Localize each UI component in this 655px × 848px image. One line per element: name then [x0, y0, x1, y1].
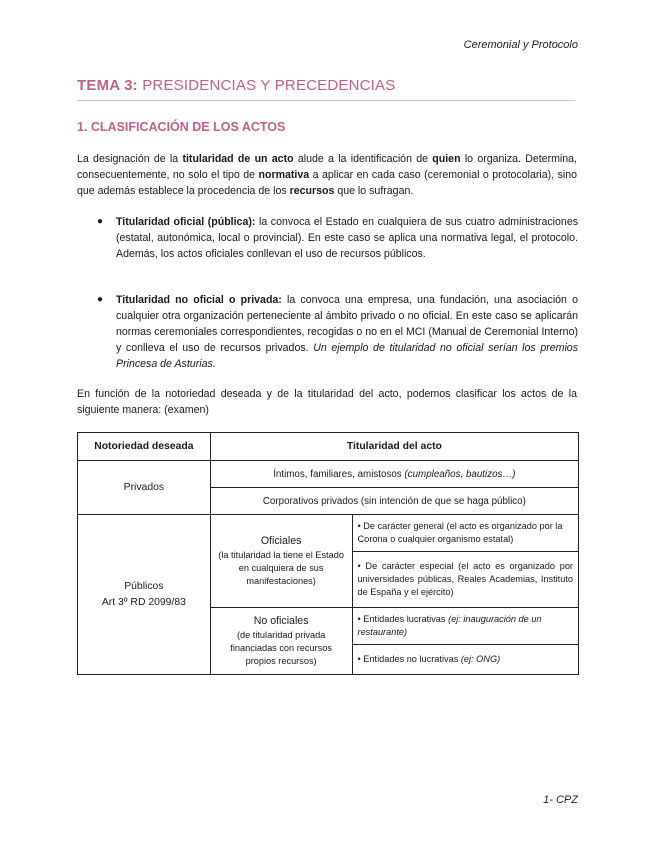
text: Íntimos, familiares, amistosos [273, 468, 405, 480]
bullet-text: la convoca el Estado en cualquiera de sus cuatro administraciones (estatal, autonómica, local o provincial). En este caso se aplica una normativa legal, el protocolo. Además, los actos oficiales conllevan el uso de recursos públicos. [116, 216, 579, 260]
example: (ej: inauguración de un restaurante) [357, 614, 542, 637]
classification-table [77, 432, 579, 675]
bullet-term: Titularidad oficial (pública): [116, 216, 256, 228]
bold-text: normativa [258, 169, 310, 181]
cell-no-oficiales [210, 608, 352, 675]
intro-paragraph [77, 151, 577, 199]
cell-lucrativas [352, 608, 578, 645]
oficiales-description: (la titularidad la tiene el Estado en cualquiera de sus manifestaciones) [218, 549, 344, 586]
no-oficiales-description: (de titularidad privada financiadas con recursos propios recursos) [230, 629, 332, 666]
cell-oficiales [210, 515, 352, 608]
cell-especial: • De carácter especial (el acto es organizado por universidades públicas, Reales Academias, Instituto de España y el ejército) [352, 552, 578, 608]
no-oficiales-label: No oficiales [253, 614, 309, 627]
bold-text: recursos [289, 185, 335, 197]
bullet-item-oficial [116, 214, 578, 262]
cell-privados: Privados [78, 461, 211, 515]
example: (cumpleaños, bautizos…) [404, 468, 516, 480]
chapter-name: PRESIDENCIAS Y PRECEDENCIAS [137, 77, 396, 94]
table-row [78, 515, 579, 552]
text: alude a la identificación de [293, 153, 433, 165]
header-notoriedad: Notoriedad deseada [78, 433, 211, 461]
bullet-marker: ● [97, 294, 104, 305]
text: a aplicar en cada caso (ceremonial o protocolaria), sino que además establece la procedencia de los [77, 169, 577, 197]
cell-no-lucrativas [352, 645, 578, 675]
bullet-text: la convoca una empresa, una fundación, una asociación o cualquier otra organización perteneciente al ámbito privado o no oficial. En este caso se aplicarán normas ceremoniales correspondientes, recogidas o no en el MCI (Manual de Ceremonial Interno) y conlleva el uso de recursos privados. [116, 294, 579, 354]
text: que lo sufragan. [334, 185, 414, 197]
publicos-reference: Art 3º RD 2099/83 [101, 596, 186, 608]
classification-paragraph: En función de la notoriedad deseada y de la titularidad del acto, podemos clasificar los actos de la siguiente manera: (examen) [77, 388, 577, 416]
bullet-marker: ● [97, 216, 104, 227]
bold-text: quien [432, 153, 461, 165]
cell-publicos [78, 515, 211, 675]
publicos-label: Públicos [124, 580, 164, 592]
page-footer: 1- CPZ [543, 794, 578, 806]
table-row [78, 461, 579, 488]
section-heading: 1. CLASIFICACIÓN DE LOS ACTOS [77, 120, 286, 134]
bold-text: titularidad de un acto [182, 153, 294, 165]
text: La designación de la [77, 153, 183, 165]
cell-corporativos: Corporativos privados (sin intención de que se haga público) [210, 488, 578, 515]
bullet-term: Titularidad no oficial o privada: [116, 294, 282, 306]
oficiales-label: Oficiales [260, 534, 302, 547]
example: (ej: ONG) [460, 654, 501, 664]
chapter-title [77, 77, 395, 94]
text: • Entidades lucrativas [357, 614, 449, 624]
title-divider [77, 100, 575, 101]
running-header: Ceremonial y Protocolo [463, 39, 578, 51]
header-titularidad: Titularidad del acto [210, 433, 578, 461]
chapter-number: TEMA 3: [77, 77, 138, 94]
cell-intimos [210, 461, 578, 488]
table-row [78, 433, 579, 461]
text: • Entidades no lucrativas [357, 654, 461, 664]
cell-general: • De carácter general (el acto es organizado por la Corona o cualquier organismo estatal) [352, 515, 578, 552]
text: lo organiza. Determina, consecuentemente, no solo el tipo de [77, 153, 577, 181]
bullet-example: Un ejemplo de titularidad no oficial serían los premios Princesa de Asturias. [116, 342, 578, 370]
bullet-item-no-oficial [116, 292, 578, 372]
